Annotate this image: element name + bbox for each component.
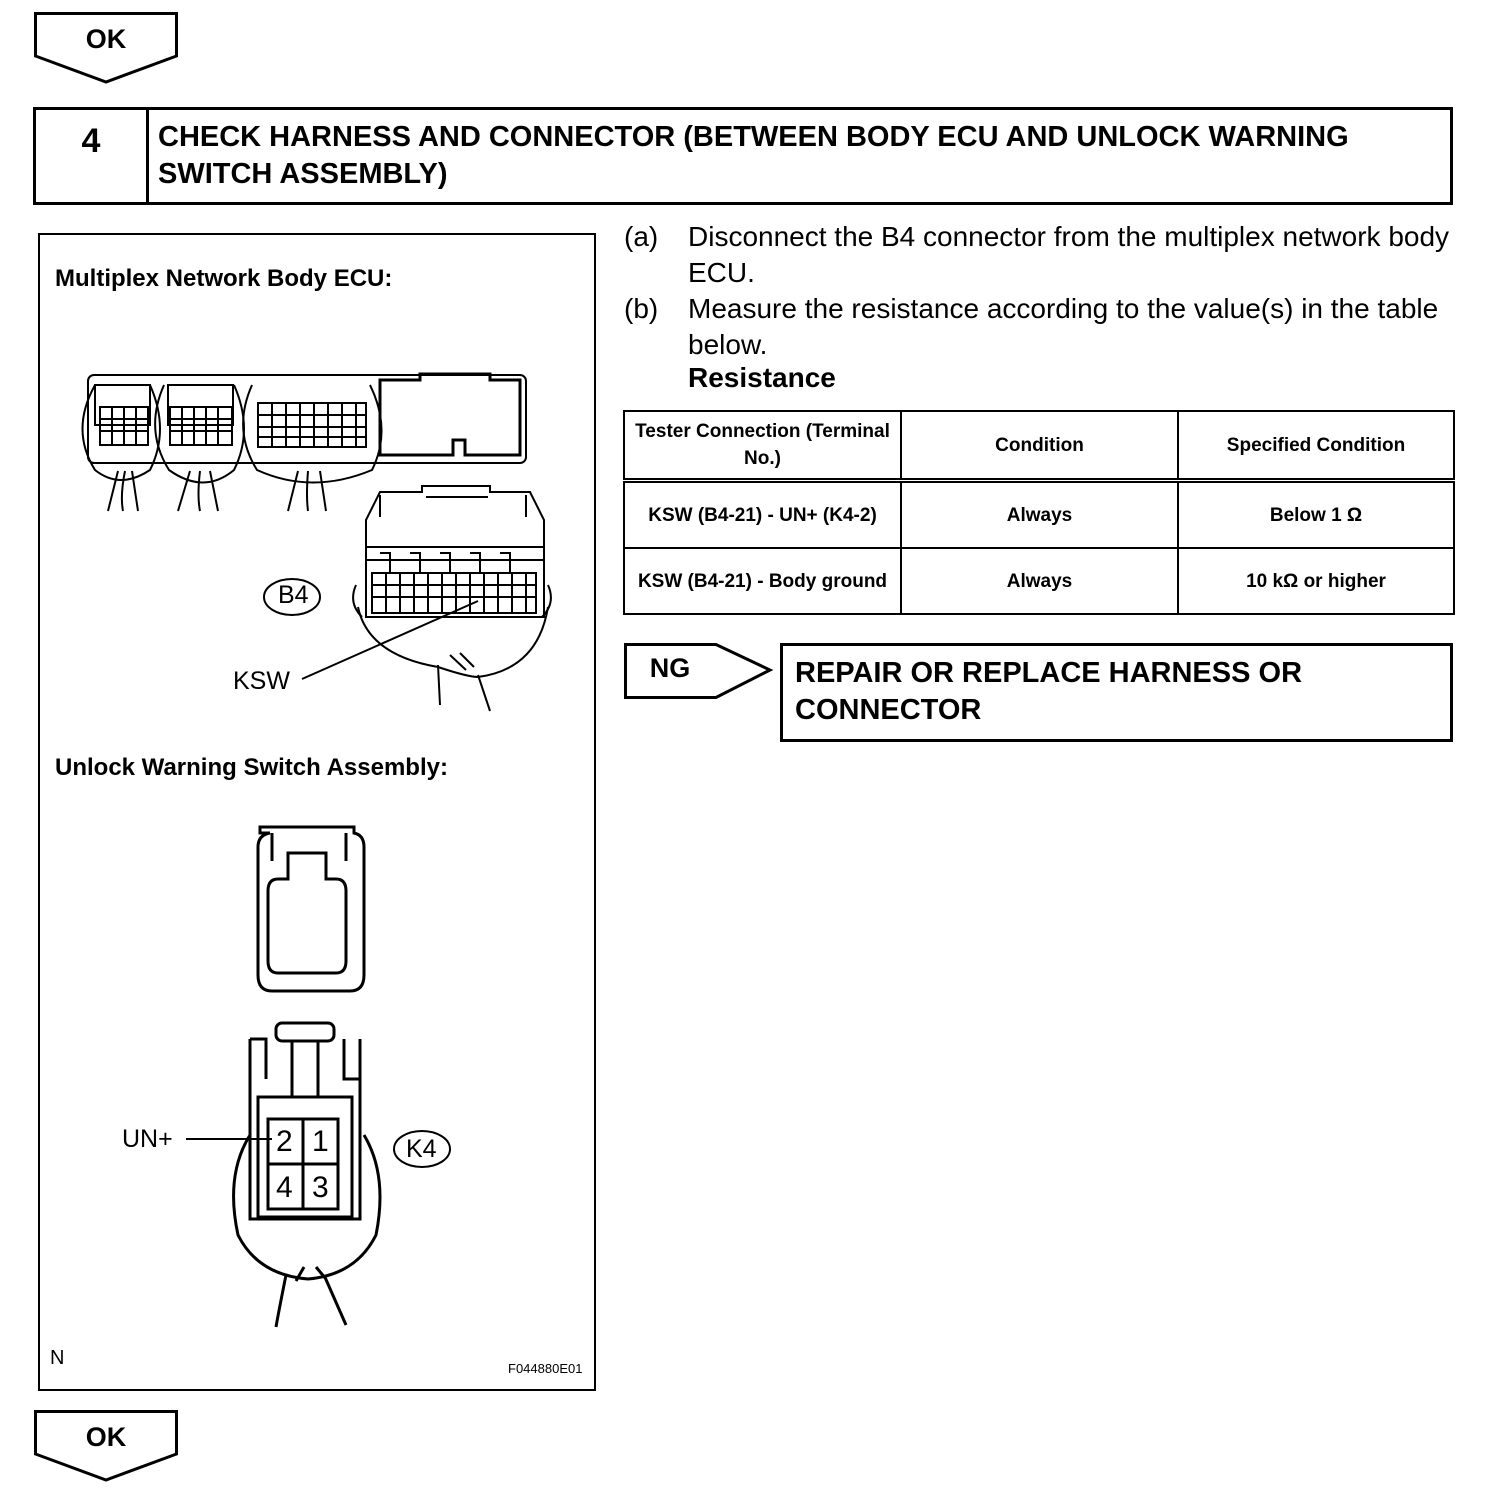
cell-specified: 10 kΩ or higher — [1178, 548, 1454, 614]
ok-label-bottom: OK — [85, 1422, 127, 1452]
step-header — [33, 107, 1453, 205]
pin-2: 2 — [276, 1125, 293, 1158]
table-row — [624, 548, 1454, 614]
cell-condition: Always — [901, 481, 1178, 549]
ok-tag-bottom — [34, 1410, 178, 1482]
switch-label: Unlock Warning Switch Assembly: — [55, 754, 448, 781]
connector-figure — [38, 233, 596, 1391]
pin-3: 3 — [312, 1171, 329, 1204]
header-specified-condition: Specified Condition — [1178, 411, 1454, 481]
ok-tag-top — [34, 12, 178, 84]
figure-id: F044880E01 — [508, 1361, 583, 1376]
table-title: Resistance — [688, 362, 836, 393]
instruction-b-letter: (b) — [624, 293, 659, 324]
k4-connector-label: K4 — [406, 1135, 437, 1163]
switch-connector-view — [234, 1023, 380, 1327]
step-number: 4 — [36, 110, 149, 202]
b4-connector-drawing — [353, 486, 551, 711]
un-terminal-label: UN+ — [122, 1125, 173, 1153]
ng-action-box: REPAIR OR REPLACE HARNESS OR CONNECTOR — [780, 643, 1453, 742]
ecu-connector-1 — [83, 385, 161, 511]
ecu-empty-socket — [380, 374, 520, 455]
ng-tag — [624, 643, 774, 699]
ecu-label: Multiplex Network Body ECU: — [55, 265, 393, 292]
pin-1: 1 — [312, 1125, 329, 1158]
instruction-a-text: Disconnect the B4 connector from the multiplex network body ECU. — [688, 221, 1450, 288]
ng-label: NG — [649, 653, 691, 683]
ksw-terminal-label: KSW — [233, 667, 290, 695]
ecu-connector-2 — [155, 385, 244, 511]
ecu-housing — [88, 375, 526, 463]
switch-top-view — [258, 827, 364, 991]
resistance-table — [623, 410, 1455, 615]
step-title: CHECK HARNESS AND CONNECTOR (BETWEEN BODY ECU AND UNLOCK WARNING SWITCH ASSEMBLY) — [158, 121, 1349, 190]
table-row — [624, 481, 1454, 549]
header-condition: Condition — [901, 411, 1178, 481]
cell-specified: Below 1 Ω — [1178, 481, 1454, 549]
header-tester-connection: Tester Connection (Terminal No.) — [624, 411, 901, 481]
ecu-connector-3 — [243, 385, 381, 511]
instruction-b-text: Measure the resistance according to the value(s) in the table below. — [688, 293, 1439, 360]
instruction-list — [624, 219, 1454, 363]
instruction-a — [624, 219, 1454, 291]
instruction-b — [624, 291, 1454, 363]
pin-4: 4 — [276, 1171, 293, 1204]
corner-mark: N — [50, 1347, 65, 1369]
instruction-a-letter: (a) — [624, 221, 659, 252]
ok-label-top: OK — [85, 24, 127, 54]
connector-drawing — [40, 235, 594, 1389]
cell-connection: KSW (B4-21) - Body ground — [624, 548, 901, 614]
b4-connector-label: B4 — [278, 581, 309, 609]
cell-connection: KSW (B4-21) - UN+ (K4-2) — [624, 481, 901, 549]
cell-condition: Always — [901, 548, 1178, 614]
table-header-row — [624, 411, 1454, 481]
